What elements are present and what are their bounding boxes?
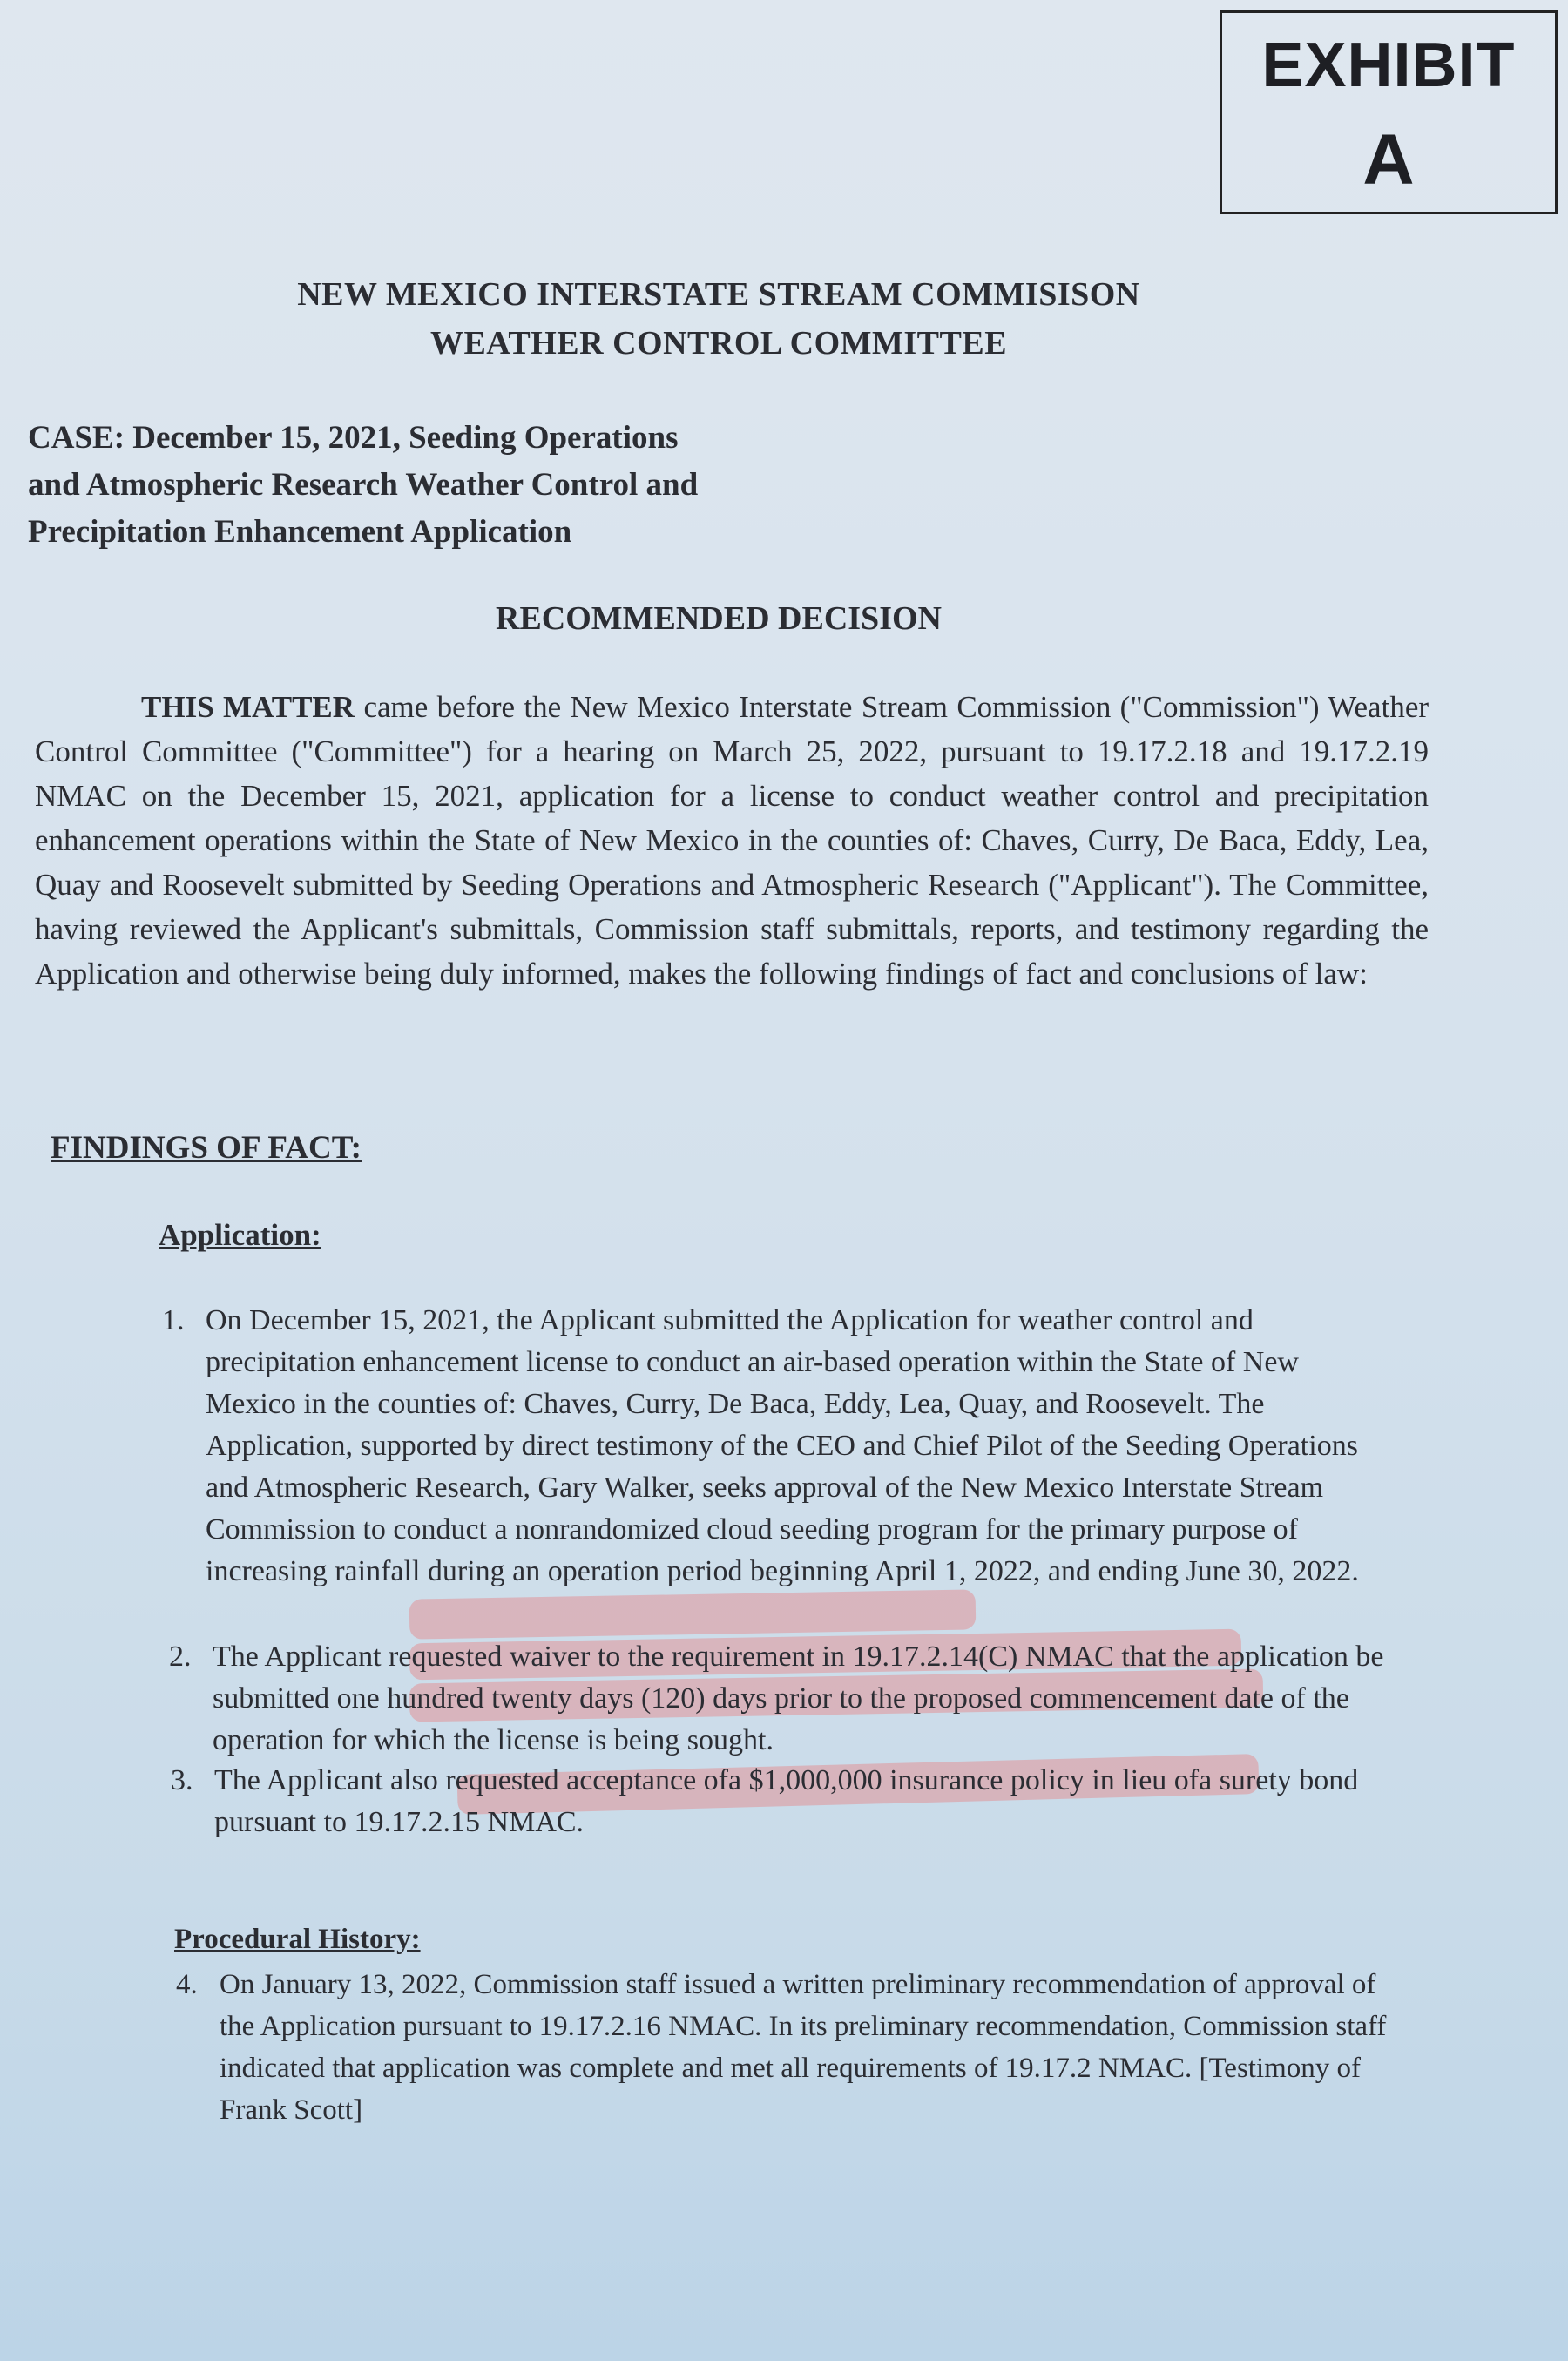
case-line-1: CASE: December 15, 2021, Seeding Operations — [28, 420, 679, 456]
findings-heading: FINDINGS OF FACT: — [51, 1130, 362, 1166]
intro-paragraph — [35, 685, 1429, 996]
finding-number: 1. — [162, 1304, 185, 1336]
exhibit-stamp — [1220, 10, 1558, 214]
case-line-2: and Atmospheric Research Weather Control and — [28, 467, 699, 503]
intro-body: came before the New Mexico Interstate Stream Commission ("Commission") Weather Control Committee ("Committee") for a hearing on March 25, 2022, pursuant to 19.17.2.18 and 19.17.2.19 NMAC on the December 15, 2021, application for a license to conduct weather control and precipitation enhancement operations within the State of New Mexico in the counties of: Chaves, Curry, De Baca, Eddy, Lea, Quay and Roosevelt submitted by Seeding Operations and Atmospheric Research ("Applicant"). The Committee, having reviewed the Applicant's submittals, Commission staff submittals, reports, and testimony regarding the Application and otherwise being duly informed, makes the following findings of fact and conclusions of law: — [35, 690, 1429, 991]
header-line-2: WEATHER CONTROL COMMITTEE — [429, 325, 1008, 362]
case-line-3: Precipitation Enhancement Application — [28, 514, 572, 550]
case-caption — [28, 415, 698, 556]
finding-number: 4. — [176, 1969, 198, 2000]
finding-text: On January 13, 2022, Commission staff issued a written preliminary recommendation of approval of the Application pursuant to 19.17.2.16 NMAC. In its preliminary recommendation, Commission staff indicated that application was complete and met all requirements of 19.17.2 NMAC. [Testimony of Frank Scott] — [220, 1969, 1387, 2126]
finding-number: 2. — [169, 1641, 192, 1673]
finding-item — [171, 1760, 1399, 1843]
finding-text: The Applicant also requested acceptance ofa $1,000,000 insurance policy in lieu ofa surety bond pursuant to 19.17.2.15 NMAC. — [214, 1764, 1359, 1838]
intro-lead: THIS MATTER — [141, 690, 355, 724]
application-heading: Application: — [159, 1218, 321, 1252]
finding-text: The Applicant requested waiver to the requirement in 19.17.2.14(C) NMAC that the application be submitted one hundred twenty days (120) days prior to the proposed commencement date of the operation for which the license is being sought. — [213, 1641, 1384, 1756]
decision-title: RECOMMENDED DECISION — [496, 600, 942, 637]
procedural-history-heading: Procedural History: — [174, 1924, 421, 1955]
exhibit-word: EXHIBIT — [1261, 30, 1516, 100]
exhibit-letter: A — [1362, 120, 1415, 200]
header-line-1: NEW MEXICO INTERSTATE STREAM COMMISISON — [297, 276, 1140, 313]
finding-item — [176, 1964, 1396, 2131]
finding-number: 3. — [171, 1764, 193, 1796]
finding-text: On December 15, 2021, the Applicant submitted the Application for weather control and precipitation enhancement license to conduct an air-based operation within the State of New Mexico in the counties of: Chaves, Curry, De Baca, Eddy, Lea, Quay, and Roosevelt. The Application, supported by direct testimony of the CEO and Chief Pilot of the Seeding Operations and Atmospheric Research, Gary Walker, seeks approval of the New Mexico Interstate Stream Commission to conduct a nonrandomized cloud seeding program for the primary purpose of increasing rainfall during an operation period beginning April 1, 2022, and ending June 30, 2022. — [206, 1304, 1359, 1587]
finding-item — [162, 1300, 1390, 1593]
highlight-mark — [409, 1589, 977, 1639]
finding-item — [169, 1636, 1397, 1762]
